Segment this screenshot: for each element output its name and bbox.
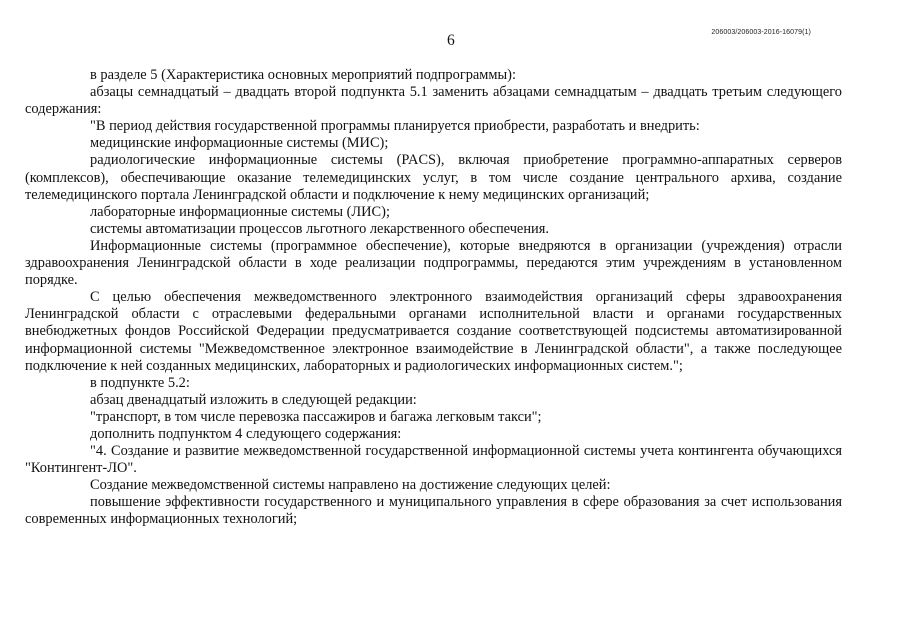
paragraph: дополнить подпунктом 4 следующего содержания: bbox=[90, 425, 402, 442]
paragraph: Информационные системы (программное обеспечение), которые внедряются в организации (учреждения) отрасли здравоохранения Ленинградской области в ходе реализации подпрограммы, передаются этим учреждениям в установленном порядке. bbox=[25, 237, 842, 289]
paragraph: "транспорт, в том числе перевозка пассажиров и багажа легковым такси"; bbox=[90, 408, 542, 425]
page-number: 6 bbox=[447, 32, 455, 49]
document-body bbox=[25, 67, 842, 529]
paragraph: в разделе 5 (Характеристика основных мероприятий подпрограммы): bbox=[90, 67, 516, 83]
paragraph: системы автоматизации процессов льготного лекарственного обеспечения. bbox=[90, 220, 549, 237]
paragraph: в подпункте 5.2: bbox=[90, 374, 190, 391]
paragraph: радиологические информационные системы (PACS), включая приобретение программно-аппаратных серверов (комплексов), обеспечивающие оказание телемедицинских услуг, в том числе создание центрального архива, создание телемедицинского портала Ленинградской области и подключение к нему медицинских организаций; bbox=[25, 152, 842, 203]
paragraph: абзац двенадцатый изложить в следующей редакции: bbox=[90, 391, 417, 408]
paragraph: лабораторные информационные системы (ЛИС); bbox=[90, 203, 390, 220]
paragraph: "4. Создание и развитие межведомственной государственной информационной системы учета контингента обучающихся "Контингент-ЛО". bbox=[25, 443, 842, 477]
paragraph: повышение эффективности государственного и муниципального управления в сфере образования за счет использования современных информационных технологий; bbox=[25, 494, 842, 528]
paragraph: "В период действия государственной программы планируется приобрести, разработать и внедрить: bbox=[90, 118, 700, 135]
paragraph: медицинские информационные системы (МИС); bbox=[90, 135, 389, 152]
paragraph: Создание межведомственной системы направлено на достижение следующих целей: bbox=[90, 477, 611, 494]
paragraph: С целью обеспечения межведомственного электронного взаимодействия организаций сферы здравоохранения Ленинградской области с отраслевыми федеральными органами исполнительной власти и органами государственных внебюджетных фондов Российской Федерации предусматривается создание соответствующей подсистемы автоматизированной информационной системы "Межведомственное электронное взаимодействие в Ленинградской области", а также последующее подключение к ней созданных медицинских, лабораторных и радиологических информационных систем."; bbox=[25, 289, 842, 374]
document-id: 206003/206003-2016-16079(1) bbox=[711, 29, 811, 36]
paragraph: абзацы семнадцатый – двадцать второй подпункта 5.1 заменить абзацами семнадцатым – двадцать третьим следующего содержания: bbox=[25, 84, 842, 118]
